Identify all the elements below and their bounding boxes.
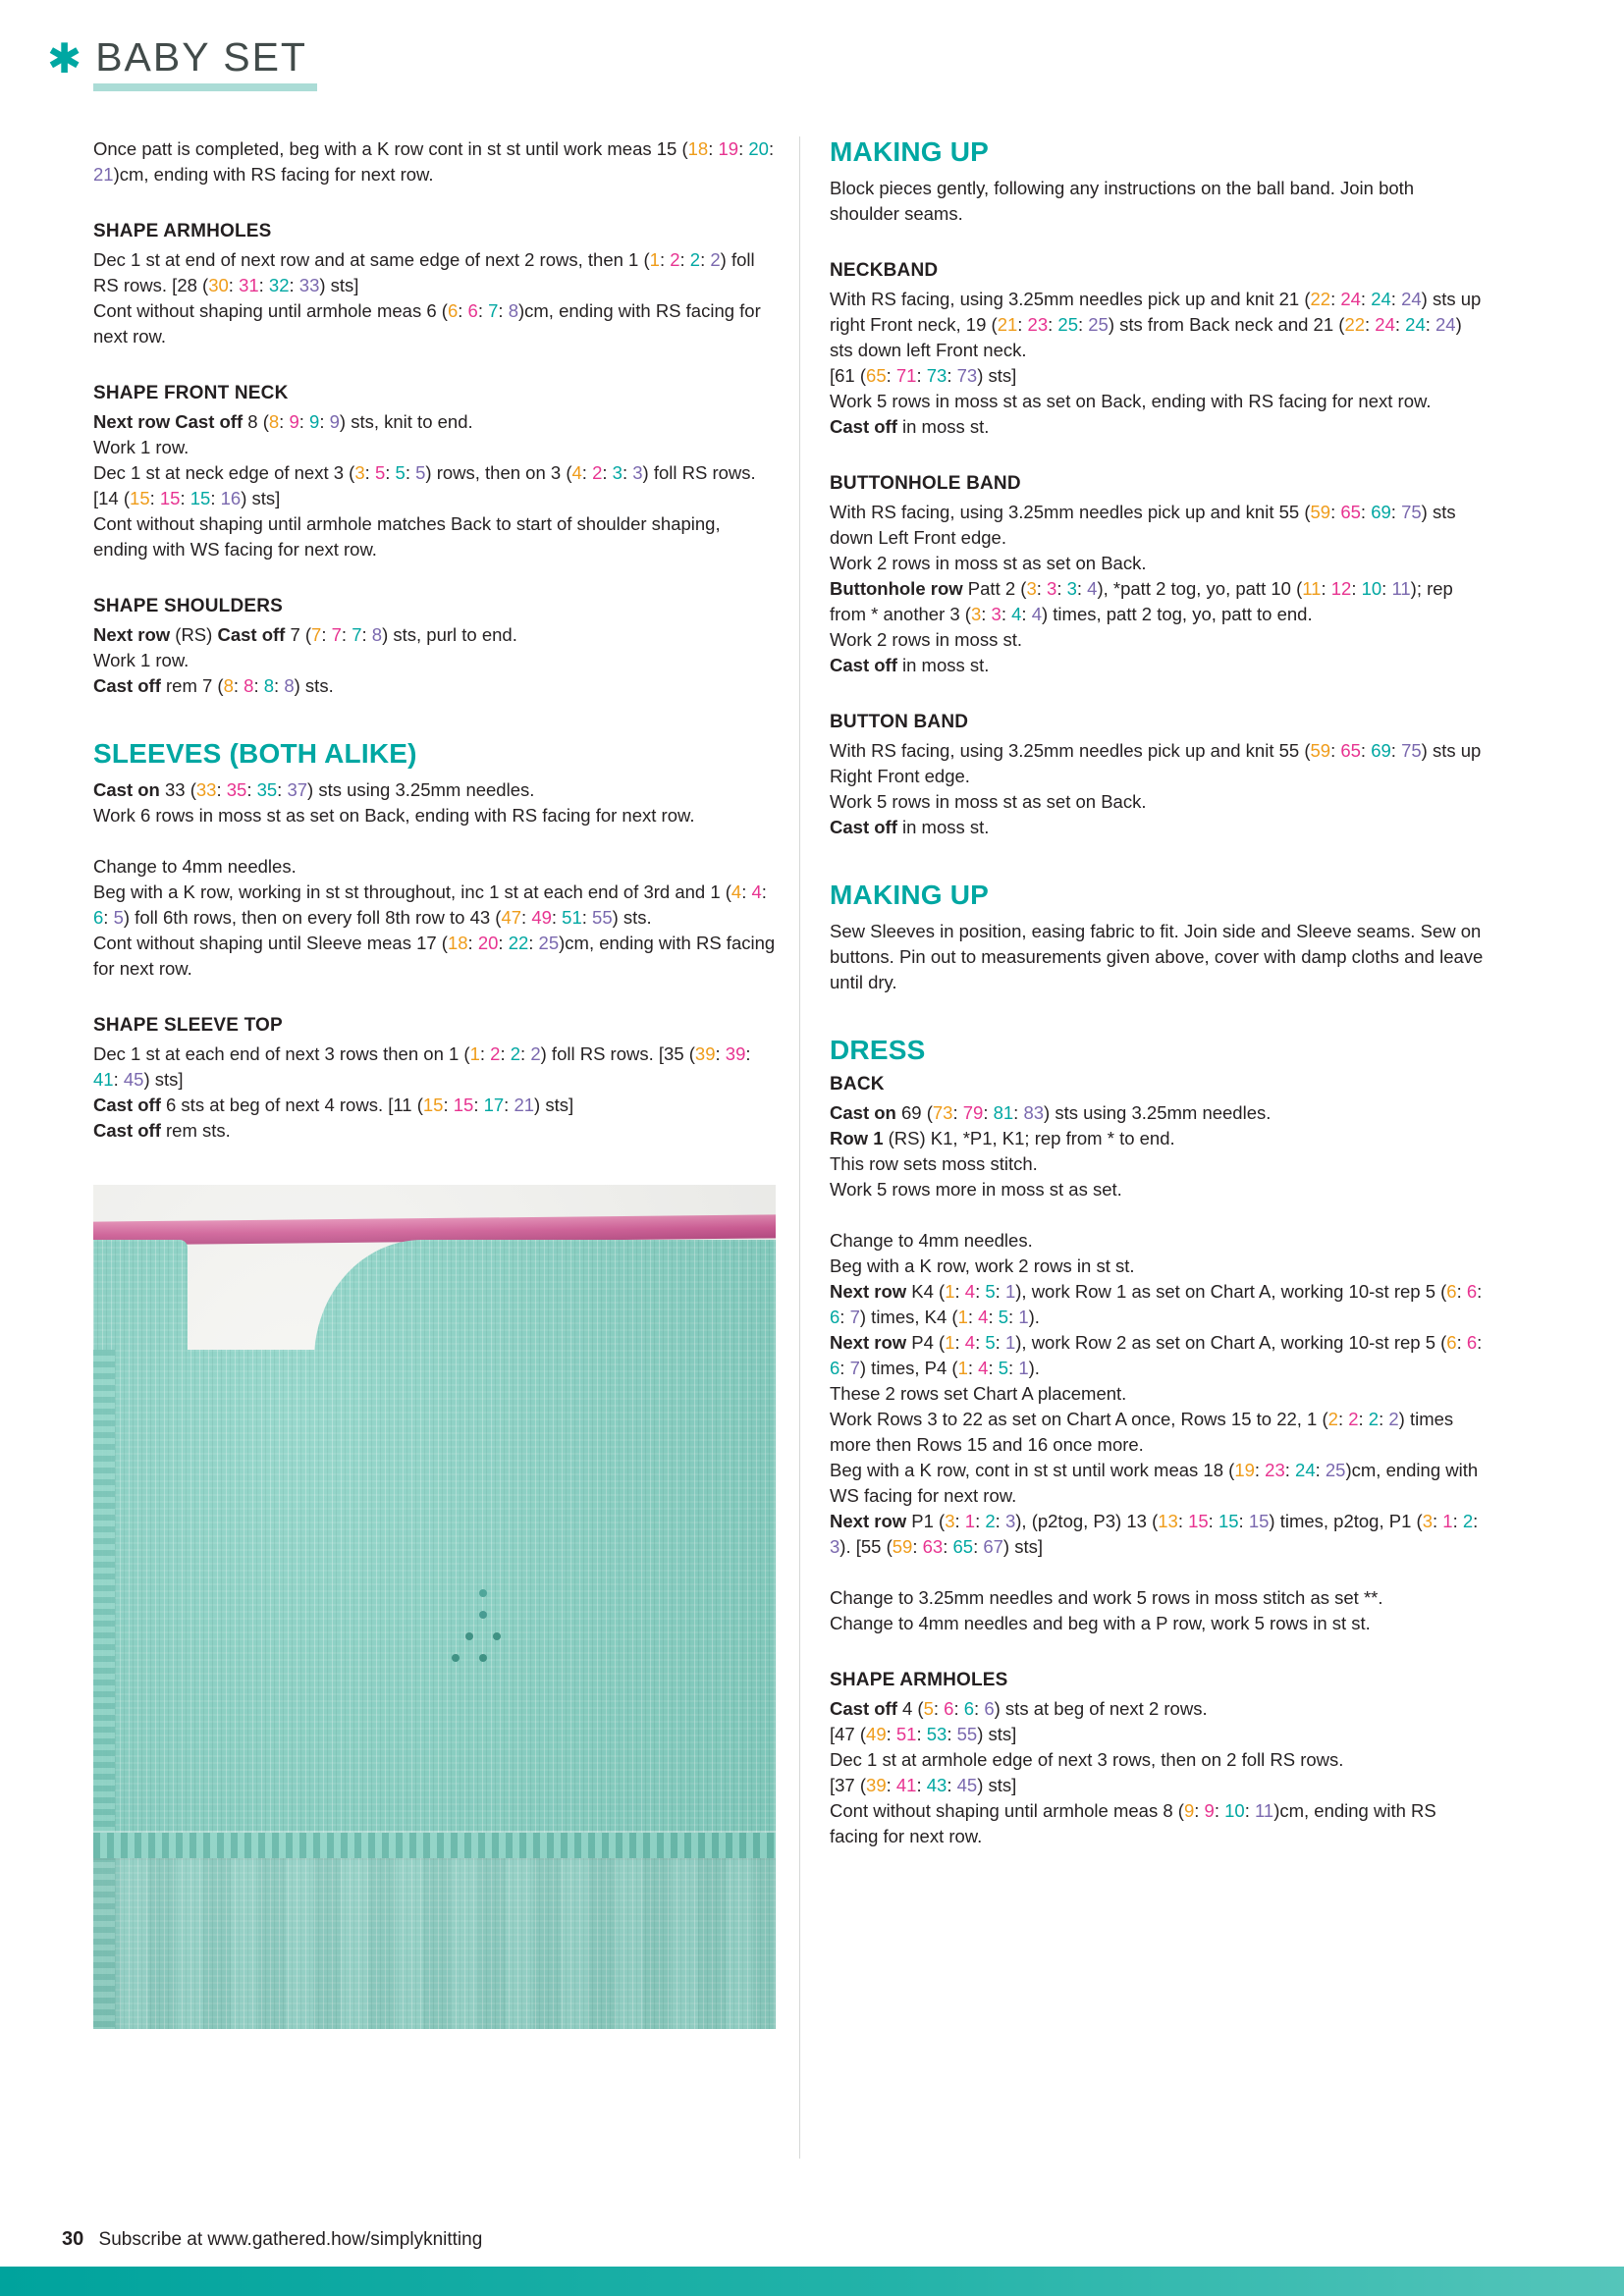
moss-stitch-band (93, 1833, 776, 1858)
footer-subscribe-text: Subscribe at www.gathered.how/simplyknitting (98, 2229, 483, 2250)
subsection-heading: SHAPE ARMHOLES (93, 220, 272, 241)
subsection-heading: BACK (830, 1073, 885, 1095)
pattern-section (93, 136, 776, 187)
subsection-heading: BUTTONHOLE BAND (830, 472, 1021, 494)
pattern-paragraph: Cast off in moss st. (830, 654, 990, 675)
pattern-section (830, 136, 1487, 227)
pattern-section (830, 1035, 1487, 1636)
pattern-paragraph: Beg with a K row, working in st st throughout, inc 1 st at each end of 3rd and 1 (4: 4: 6: 5) foll 6th rows, then on every foll 8th row to 43 (47: 49: 51: 55) sts. (93, 881, 767, 928)
page-number: 30 (62, 2228, 84, 2250)
pattern-paragraph: Buttonhole row Patt 2 (3: 3: 3: 4), *patt 2 tog, yo, patt 10 (11: 12: 10: 11); rep from * another 3 (3: 3: 4: 4) times, patt 2 tog, yo, patt to end. (830, 577, 1453, 624)
pattern-section (830, 1670, 1487, 1849)
knit-strap (93, 1240, 188, 1360)
content-columns (93, 136, 1624, 2159)
pattern-section (93, 383, 776, 562)
page-footer (62, 2228, 482, 2251)
pattern-paragraph: Once patt is completed, beg with a K row cont in st st until work meas 15 (18: 19: 20: 21)cm, ending with RS facing for next row. (93, 137, 775, 185)
subsection-heading: SHAPE SLEEVE TOP (93, 1014, 283, 1036)
subsection-heading: SHAPE FRONT NECK (93, 382, 289, 403)
pattern-paragraph: [47 (49: 51: 53: 55) sts] (830, 1723, 1017, 1744)
pattern-paragraph: Row 1 (RS) K1, *P1, K1; rep from * to end. (830, 1127, 1175, 1148)
page-header (0, 0, 1624, 91)
pattern-paragraph: Dec 1 st at end of next row and at same edge of next 2 rows, then 1 (1: 2: 2: 2) foll RS rows. [28 (30: 31: 32: 33) sts] (93, 248, 755, 295)
left-column (93, 136, 776, 2029)
pattern-paragraph: These 2 rows set Chart A placement. (830, 1382, 1127, 1404)
section-heading: DRESS (830, 1034, 926, 1065)
pattern-paragraph: Change to 4mm needles. (830, 1229, 1033, 1251)
pattern-paragraph: Cast off 4 (5: 6: 6: 6) sts at beg of next 2 rows. (830, 1697, 1208, 1719)
pattern-paragraph: Cont without shaping until armhole matches Back to start of shoulder shaping, ending with WS facing for next row. (93, 512, 721, 560)
subsection-heading: SHAPE ARMHOLES (830, 1669, 1008, 1690)
pattern-section (830, 712, 1487, 840)
pattern-paragraph: Cast off in moss st. (830, 415, 990, 437)
pattern-paragraph: Change to 4mm needles and beg with a P row, work 5 rows in st st. (830, 1612, 1371, 1633)
pattern-paragraph: Next row Cast off 8 (8: 9: 9: 9) sts, knit to end. (93, 410, 473, 432)
pattern-paragraph: With RS facing, using 3.25mm needles pick up and knit 55 (59: 65: 69: 75) sts up Right Front edge. (830, 739, 1482, 786)
pattern-paragraph: Work 5 rows more in moss st as set. (830, 1178, 1122, 1200)
pattern-paragraph: With RS facing, using 3.25mm needles pick up and knit 21 (22: 24: 24: 24) sts up right Front neck, 19 (21: 23: 25: 25) sts from Back neck and 21 (22: 24: 24: 24) sts down left Front neck. (830, 288, 1482, 360)
pattern-paragraph: [37 (39: 41: 43: 45) sts] (830, 1774, 1017, 1795)
section-heading: MAKING UP (830, 135, 990, 167)
asterisk-icon: ✱ (47, 35, 82, 81)
pattern-paragraph: Beg with a K row, work 2 rows in st st. (830, 1255, 1135, 1276)
subsection-heading: SHAPE SHOULDERS (93, 595, 284, 616)
pattern-paragraph: Beg with a K row, cont in st st until work meas 18 (19: 23: 24: 25)cm, ending with WS facing for next row. (830, 1459, 1479, 1506)
pattern-paragraph: Cont without shaping until armhole meas 8 (9: 9: 10: 11)cm, ending with RS facing for next row. (830, 1799, 1436, 1846)
left-sections (93, 136, 776, 1144)
pattern-section (93, 738, 776, 982)
pattern-section (830, 473, 1487, 678)
knit-shoulder (314, 1240, 776, 1360)
skirt-section (93, 1858, 776, 2029)
pattern-paragraph: Change to 3.25mm needles and work 5 rows in moss stitch as set **. (830, 1586, 1383, 1608)
page-title: BABY SET (93, 35, 317, 91)
pattern-paragraph: This row sets moss stitch. (830, 1152, 1038, 1174)
pattern-paragraph: [61 (65: 71: 73: 73) sts] (830, 364, 1017, 386)
right-sections (830, 136, 1487, 1849)
pattern-paragraph: Dec 1 st at neck edge of next 3 (3: 5: 5: 5) rows, then on 3 (4: 2: 3: 3) foll RS rows. [14 (15: 15: 15: 16) sts] (93, 461, 756, 508)
pattern-paragraph: Cont without shaping until Sleeve meas 17 (18: 20: 22: 25)cm, ending with RS facing for next row. (93, 932, 776, 979)
pattern-paragraph: Cast off 6 sts at beg of next 4 rows. [11 (15: 15: 17: 21) sts] (93, 1094, 574, 1115)
pattern-paragraph: Work 5 rows in moss st as set on Back, ending with RS facing for next row. (830, 390, 1432, 411)
pattern-paragraph: Sew Sleeves in position, easing fabric to fit. Join side and Sleeve seams. Sew on buttons. Pin out to measurements given above, cover with damp cloths and leave until dry. (830, 920, 1484, 992)
pattern-section (830, 260, 1487, 440)
pattern-paragraph: Next row P1 (3: 1: 2: 3), (p2tog, P3) 13 (13: 15: 15: 15) times, p2tog, P1 (3: 1: 2: 3). [55 (59: 63: 65: 67) sts] (830, 1510, 1479, 1557)
pattern-paragraph: Dec 1 st at armhole edge of next 3 rows, then on 2 foll RS rows. (830, 1748, 1344, 1770)
section-heading: MAKING UP (830, 879, 990, 910)
pattern-paragraph: Cast off rem sts. (93, 1119, 231, 1141)
pattern-paragraph: Block pieces gently, following any instructions on the ball band. Join both shoulder seams. (830, 177, 1415, 224)
pattern-paragraph: Next row K4 (1: 4: 5: 1), work Row 1 as set on Chart A, working 10-st rep 5 (6: 6: 6: 7) times, K4 (1: 4: 5: 1). (830, 1280, 1483, 1327)
bottom-accent-bar (0, 2267, 1624, 2296)
pattern-paragraph: Cont without shaping until armhole meas 6 (6: 6: 7: 8)cm, ending with RS facing for next row. (93, 299, 761, 347)
pattern-paragraph: Dec 1 st at each end of next 3 rows then on 1 (1: 2: 2: 2) foll RS rows. [35 (39: 39: 41: 45) sts] (93, 1042, 751, 1090)
pattern-paragraph: Cast on 33 (33: 35: 35: 37) sts using 3.25mm needles. (93, 778, 535, 800)
pattern-paragraph: Cast on 69 (73: 79: 81: 83) sts using 3.25mm needles. (830, 1101, 1272, 1123)
pattern-section (93, 1015, 776, 1144)
pattern-paragraph: Change to 4mm needles. (93, 855, 297, 877)
pattern-paragraph: Next row (RS) Cast off 7 (7: 7: 7: 8) sts, purl to end. (93, 623, 517, 645)
right-column (799, 136, 1487, 2159)
pattern-section (830, 880, 1487, 995)
pattern-paragraph: Next row P4 (1: 4: 5: 1), work Row 2 as set on Chart A, working 10-st rep 5 (6: 6: 6: 7) times, P4 (1: 4: 5: 1). (830, 1331, 1483, 1378)
pattern-paragraph: Work 2 rows in moss st. (830, 628, 1023, 650)
pattern-paragraph: Work 5 rows in moss st as set on Back. (830, 790, 1147, 812)
pattern-paragraph: Work 2 rows in moss st as set on Back. (830, 552, 1147, 573)
pattern-section (93, 596, 776, 699)
pattern-paragraph: Cast off in moss st. (830, 816, 990, 837)
pattern-paragraph: Cast off rem 7 (8: 8: 8: 8) sts. (93, 674, 334, 696)
pattern-paragraph: Work 6 rows in moss st as set on Back, ending with RS facing for next row. (93, 804, 695, 826)
pattern-paragraph: Work 1 row. (93, 436, 189, 457)
garment-photo (93, 1185, 776, 2029)
pattern-section (93, 221, 776, 349)
subsection-heading: BUTTON BAND (830, 711, 969, 732)
pattern-paragraph: With RS facing, using 3.25mm needles pick up and knit 55 (59: 65: 69: 75) sts down Left Front edge. (830, 501, 1456, 548)
section-heading: SLEEVES (BOTH ALIKE) (93, 737, 417, 769)
subsection-heading: NECKBAND (830, 259, 939, 281)
pattern-paragraph: Work Rows 3 to 22 as set on Chart A once, Rows 15 to 22, 1 (2: 2: 2: 2) times more then Rows 15 and 16 once more. (830, 1408, 1454, 1455)
pattern-paragraph: Work 1 row. (93, 649, 189, 670)
eyelet-lace-motif (452, 1654, 460, 1662)
